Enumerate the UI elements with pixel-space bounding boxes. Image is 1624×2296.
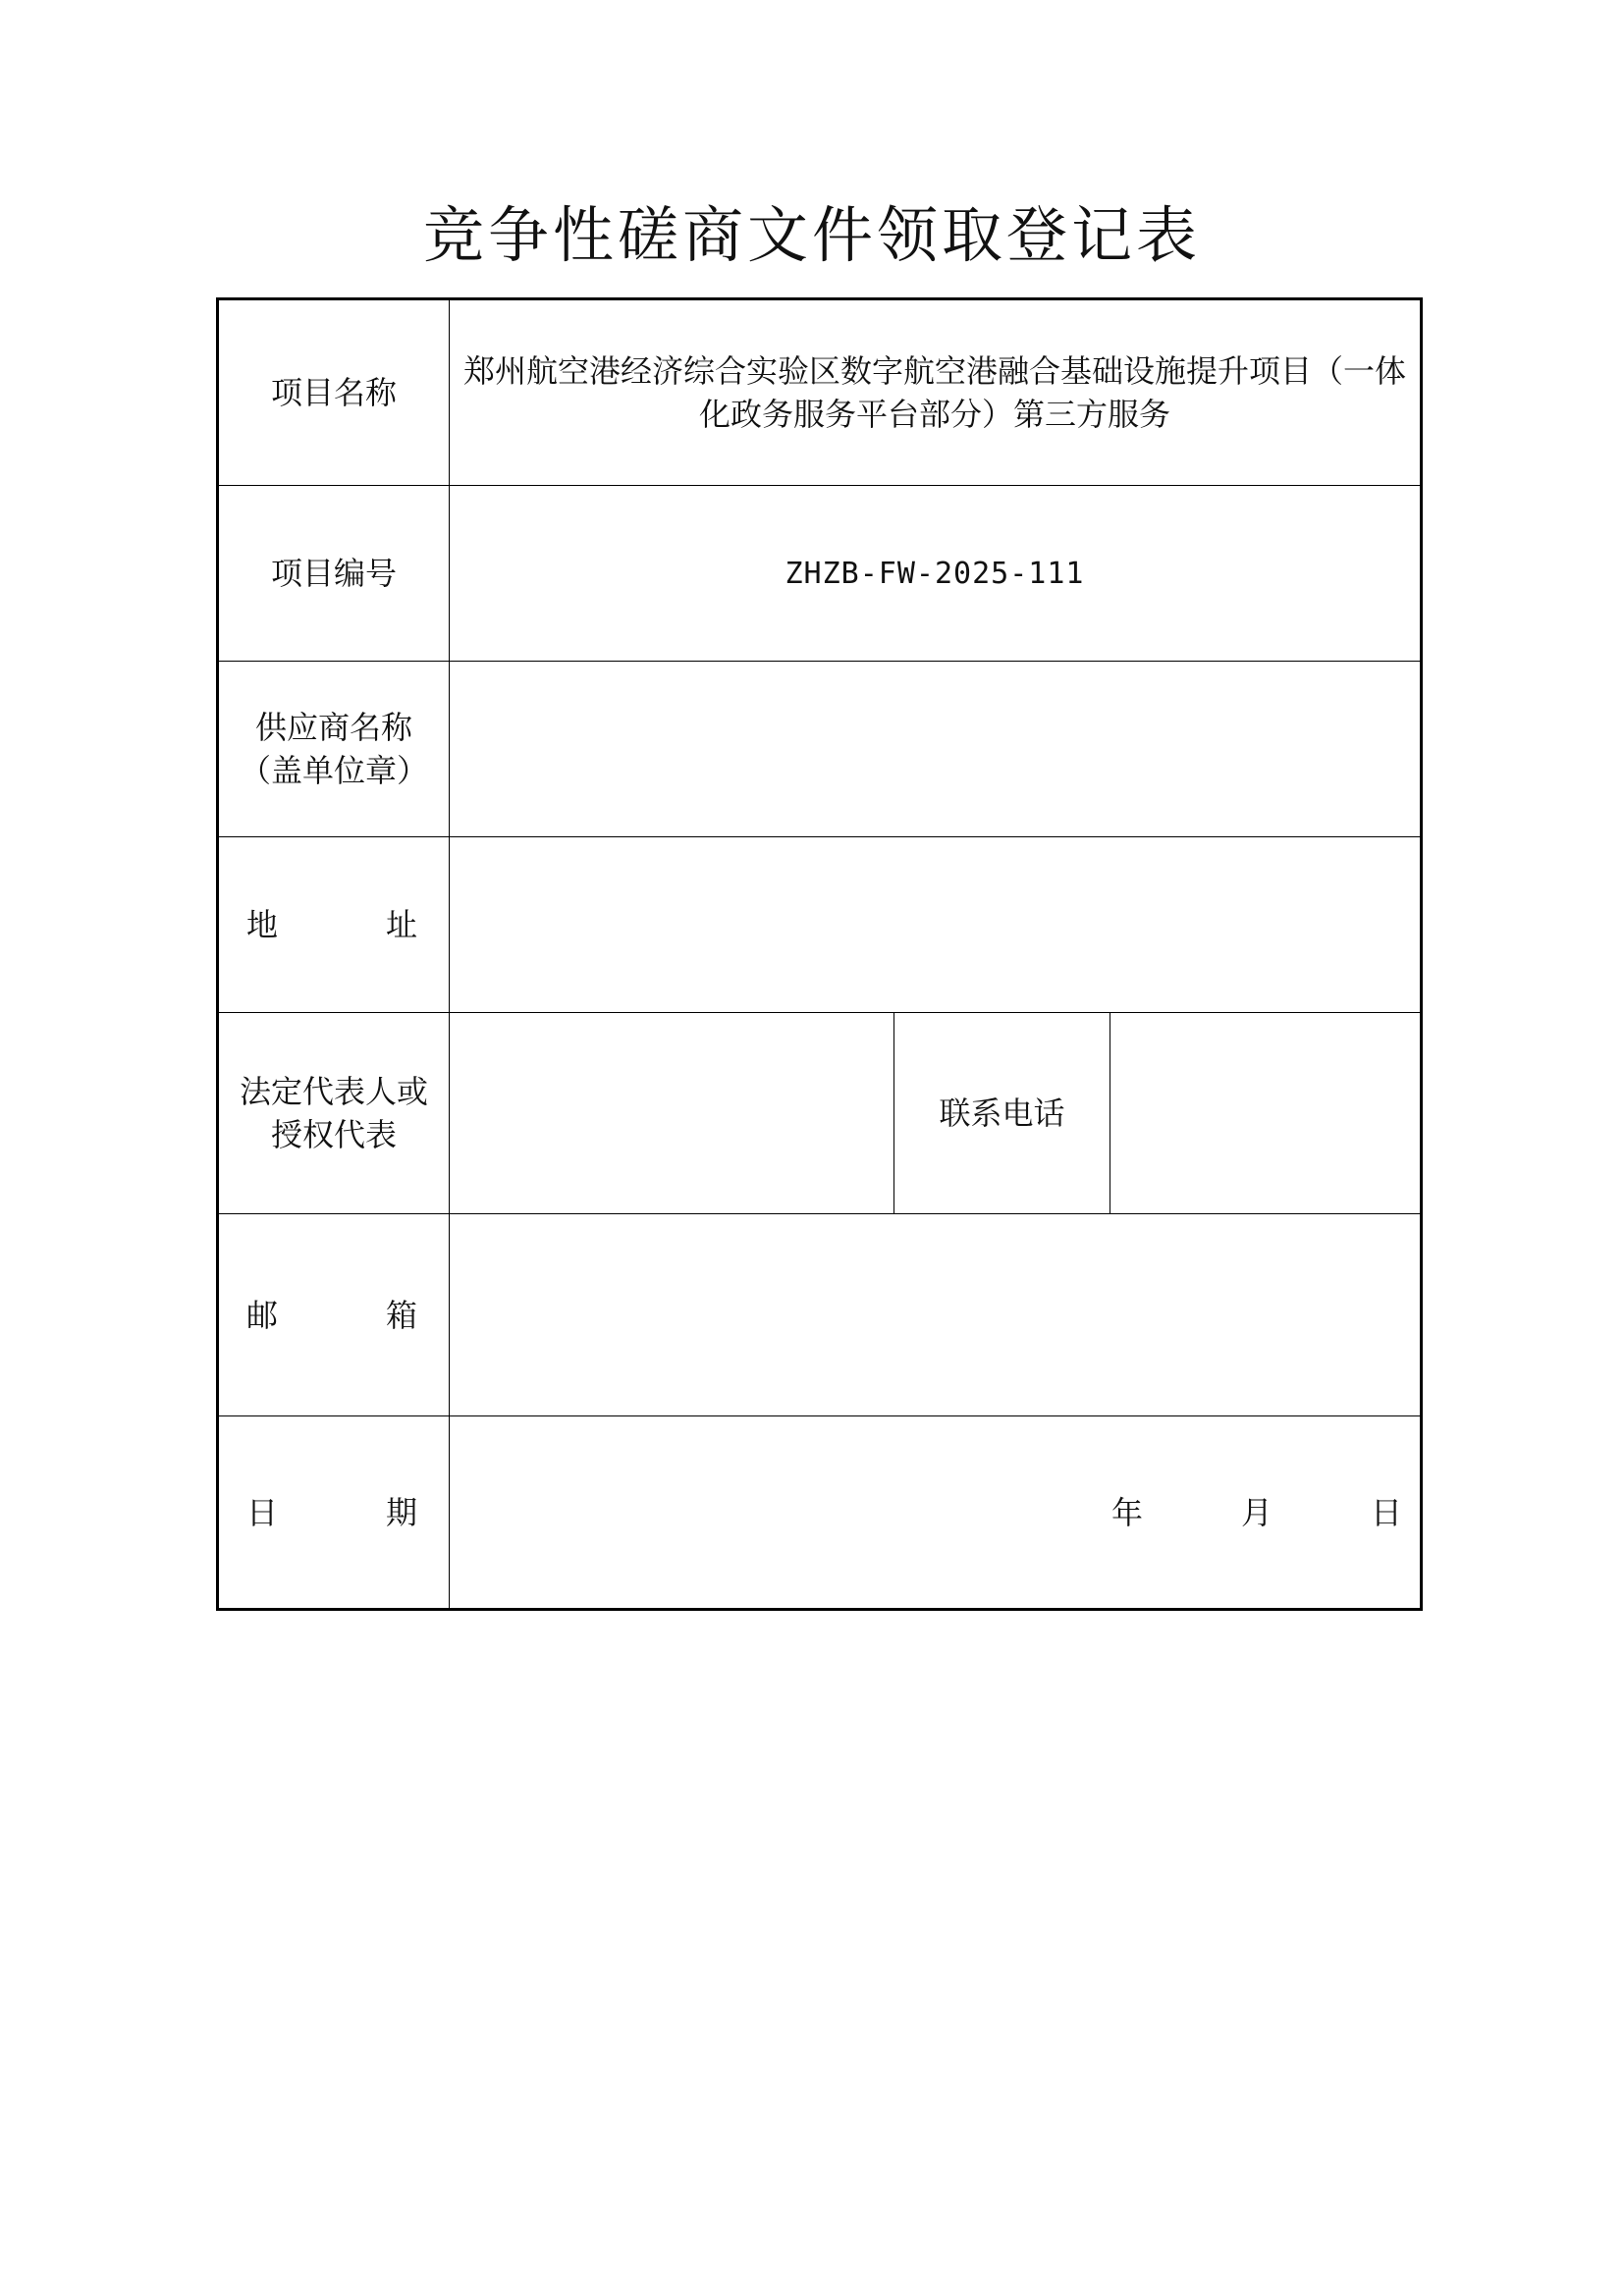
date-year-label: 年 <box>1110 1493 1143 1531</box>
registration-form-table <box>216 297 1423 1611</box>
row-date <box>218 1416 1422 1610</box>
row-address <box>218 837 1422 1013</box>
email-label: 邮 箱 <box>218 1214 450 1416</box>
date-field[interactable] <box>450 1416 1422 1610</box>
address-label: 地 址 <box>218 837 450 1013</box>
row-legal-rep <box>218 1013 1422 1214</box>
supplier-name-label: 供应商名称 （盖单位章） <box>218 662 450 837</box>
date-day-label: 日 <box>1370 1493 1402 1531</box>
project-number-label: 项目编号 <box>218 486 450 662</box>
project-name-value: 郑州航空港经济综合实验区数字航空港融合基础设施提升项目（一体化政务服务平台部分）第三方服务 <box>450 299 1422 486</box>
row-project-name <box>218 299 1422 486</box>
address-field[interactable] <box>450 837 1422 1013</box>
project-number-value: ZHZB-FW-2025-111 <box>450 486 1422 662</box>
page-title: 竞争性磋商文件领取登记表 <box>422 199 1201 271</box>
legal-rep-label: 法定代表人或 授权代表 <box>218 1013 450 1214</box>
date-month-label: 月 <box>1240 1493 1272 1531</box>
project-name-label: 项目名称 <box>218 299 450 486</box>
date-label: 日 期 <box>218 1416 450 1610</box>
row-project-number <box>218 486 1422 662</box>
phone-label: 联系电话 <box>894 1013 1110 1214</box>
row-supplier-name <box>218 662 1422 837</box>
row-email <box>218 1214 1422 1416</box>
supplier-name-field[interactable] <box>450 662 1422 837</box>
phone-field[interactable] <box>1110 1013 1422 1214</box>
legal-rep-field[interactable] <box>450 1013 894 1214</box>
email-field[interactable] <box>450 1214 1422 1416</box>
